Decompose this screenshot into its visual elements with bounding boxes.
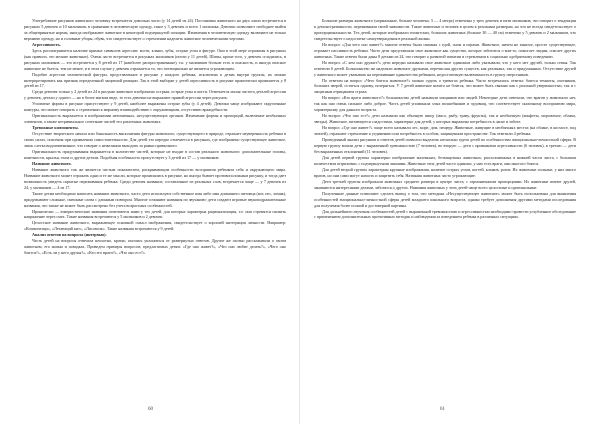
section-heading: Анализ ответов на вопросы (интервью). bbox=[32, 232, 107, 238]
paragraph: Для детей первой группы характерно изображение маленьких, беззащитных животных, расположенных в нижней части листа, с большим количеством штриховки, с подчеркнутыми линиями. Животные этих детей часто одиноки, у них есть враги, они многого боятся. bbox=[314, 154, 576, 166]
right-page bbox=[300, 0, 600, 424]
paragraph: Среди девочек только у 2 детей из 24 в рисунке животное изображено острым, острые углы и когти. Отмечается малая частота деталей агрессии у девочек, детали у одного — но в более мягком виде, то есть девочки не выражают прямой агрессии через рисунок. bbox=[24, 89, 286, 101]
paragraph: По ответам на вопрос «Чего боится животное?» можно судить о тревогах ребенка. Часто встречались ответы: боится темноты, охотников, больших зверей, остаться одному, потеряться. У 7 детей животное ничего не боится, что может быть связано как с реальной уверенностью, так и с защитным отрицанием страха. bbox=[314, 77, 576, 95]
paragraph: Оригинальность придумывания выражается в количестве частей, которые не входят в состав реального животного: дополнительные головы, конечности, крылья, глаза и другие детали. Подобная особенность присутствует у 3 детей из 17 — у мальчиков. bbox=[24, 148, 286, 160]
paragraph: Название животного так же является частым показателем, раскрывающим особенности восприятия ребенком себя и окружающего мира. Название животного может отражать одни и те же мысли, которые проявлялись в рисунке, но иногда бывает противоположным рисунку, и тогда дает возможность увидеть скрытые переживания ребенка. Среди девочек название, составленное из реальных слов, встречается чаще — у 7 девочек из 24, у мальчиков — 4 из 17. bbox=[24, 166, 286, 190]
paragraph: Здесь рассматривается наличие прямых символов агрессии: когти, клыки, зубы, острые углы в фигуре. Они в этой мере отражены в рисунках (как правило, это мелкие животные). Очень часто встречается в рисунках мальчиков (почти у 11 детей). Шипы, кроме того, у девочек сгладились, в рисунках мальчиков — это встречается у 8 детей из 17 (наиболее распространенные), т.к. у мальчиков больше есть и опасность, и иногда опасное животное не бьется, тем не менее, и в этом случае у девочек отражается то, что потенциально не является угрожающим. bbox=[24, 47, 286, 71]
page-number: 60 bbox=[148, 407, 153, 412]
section-heading: Тревожные компоненты. bbox=[32, 125, 79, 131]
paragraph: Целостное название животного, выражающее основной смысл изображения, свидетельствует о хорошей интеграции личности. Например: «Кошкоптица», «Летающий кит», «Лисоволк». Такие названия встречаются у 9 детей. bbox=[24, 220, 286, 232]
paragraph: Подобие агрессии человеческой фигуры, представленное в рисунке у каждого ребенка, исключена к детям внутри группы, их можно интерпретировать как признак определенной защитной реакции. Так в этой выборке у детей агрессивность в рисунке практически проявляется у 8 детей из 17. bbox=[24, 71, 286, 89]
paragraph: На вопрос «Для чего оно живет?» многие ответы были связаны с едой, сном и играми. Животное, ничем не занятое, просто существующее, отражает пассивность ребенка. Часто дети представляли свое животное как существо, которое заботится о ком-то, помогает людям, спасает других животных. Такие ответы были даны 8 детьми из 24, что говорит о развитой эмпатии и стремлении к социально одобряемому поведению. bbox=[314, 41, 576, 59]
paragraph: Часть детей на вопросы отвечала неохотно, кратко, пытаясь уклониться от развернутых ответов. Другие же охотно рассказывали о своем животном, его жизни и повадках. Приведем примеры вопросов, предлагаемых детям: «Где оно живет?», «Что оно любит делать?», «Чего оно боится?», «Есть ли у него друзья?», «Кто его враги?», «Что оно ест?». bbox=[24, 238, 286, 256]
paragraph: На вопрос «Что оно ест?» дети называли как обычную пищу (мясо, рыбу, траву, фрукты), так и необычную (конфеты, мороженое, облака, звезды). Животное, питающееся сладостями, характерно для детей, у которых выражена потребность в ласке и заботе. bbox=[314, 113, 576, 125]
paragraph: Проведенный анализ рисунков и ответов детей позволил выделить несколько групп детей по особенностям эмоционально-личностной сферы. В первую группу вошли дети с выраженной тревожностью (7 человек), во вторую — дети с признаками агрессивности (6 человек), в третью — дети без выраженных отклонений (11 человек). bbox=[314, 137, 576, 154]
right-page-text bbox=[314, 18, 576, 402]
paragraph: Для дальнейшего изучения особенностей детей с выраженной тревожностью и агрессивностью необходимо провести углубленное обследование с применением дополнительных проективных методик и наблюдения за поведением ребенка в различных ситуациях. bbox=[314, 208, 576, 220]
page-number: 61 bbox=[440, 407, 445, 412]
paragraph: Большие размеры животного (нормальные, больше человека, 3 — 4 метра) отмечены у трех девочек и пяти мальчиков, что говорит о тенденции к демонстративности, переживании своей значимости. Такие животные и человек в целом к реальным размерам, но что не всегда свидетельствует о пропорциональности. Тех детей, которые изображали гигантских, больших животных (больше 30 — 40 см) отмечено у 5 девочек и 2 мальчиков, что свидетельствует о недостатке самоутверждения в реальной жизни. bbox=[314, 18, 576, 41]
section-heading: Название животного. bbox=[32, 160, 72, 166]
paragraph: Иронически — юмористические названия отмечаются нами у тех детей, для которых характерна рационализация, т.е. они стремятся снизить напряжение через смех. Такие названия встречаются у 5 мальчиков и 2 девочек. bbox=[24, 208, 286, 220]
paragraph: На вопрос «С кем оно дружит?» дети нередко называли свое животное одиноким либо указывали, что у него нет друзей, только семья. Так ответили 6 детей. Большинство же наделяли животное друзьями, перечисляя других существ, как реальных, так и придуманных. Отсутствие друзей у животного может указывать на переживание одиночества ребенком, недостаточную включенность в группу сверстников. bbox=[314, 59, 576, 77]
paragraph: На вопрос «Где оно живет?» чаще всего называли лес, море, дом, пещеру. Животные, живущие в необычных местах (на облаке, в космосе, под землей), отражают стремление к уединению или потребность в особом, защищенном пространстве. Так ответили 4 ребенка. bbox=[314, 125, 576, 137]
paragraph: Отсутствие творческого начала или банальность выполнения фигуры животного, существующего в природе, отражает неуверенность ребенка в своих силах, опасения при проявлении самостоятельности. Для детей это нередко отмечается в рисунках, где изображено существующее животное, лишь слегка видоизмененное, что говорит о нежелании выходить за рамки привычного. bbox=[24, 131, 286, 149]
section-heading: Агрессивность. bbox=[32, 41, 61, 47]
paragraph: Оригинальность выражается в изображении нетипичных, несуществующих органов. Изменение формы и пропорций, включение необычных элементов, а также нетривиальное сочетание частей тел различных животных. bbox=[24, 113, 286, 125]
paragraph: Угловатые формы в рисунке присутствуют у 9 детей, наиболее выражены острые зубы (у 4 детей). Девочки чаще изображают скругленные контуры, что может говорить о стремлении к мирному взаимодействию с окружающими, отсутствию враждебности. bbox=[24, 101, 286, 113]
left-page-text bbox=[24, 18, 286, 402]
paragraph: Также детям необходимо написать название животного, часто дети используют собственное имя либо имя домашнего питомца (кот, пес, хомяк), придумывают сложные, смешные слова с длинным повтором. Многие сочиняют названия по звучанию: дети создают игровые звукоподражательные названия, что также не может быть рассмотрено без учета возрастных особенностей. bbox=[24, 190, 286, 208]
paragraph: Полученные данные позволяют сделать вывод о том, что методика «Несуществующее животное» может быть использована для выявления особенностей эмоционально-личностной сферы детей младшего школьного возраста, однако требует дополнения другими методами исследования для получения более полной и достоверной картины. bbox=[314, 190, 576, 208]
paragraph: Дети третьей группы изображали животных среднего размера в центре листа, с гармоничными пропорциями. Их животные имеют друзей, занимаются интересными делами, заботятся о других. Названия животных у этих детей чаще всего целостные и оригинальные. bbox=[314, 178, 576, 190]
paragraph: Употребление рисунков животного человеку встречается довольно часто (у 14 детей из 24). Постановка животного на двух лапах встречается в рисунках 5 девочек и 10 мальчиков, в сравнении в человеческую одежду, такое у 3 девочек и всего 1 мальчика. Девочки позволяют свободнее выйти за общепринятые нормы, иногда изображают животное в некоторой подчеркнутой позиции. Изменения в человеческую одежду включают не только верхнюю одежду, но и головные уборы, обувь, что свидетельствует о стремлении наделить животное человеческими чертами. bbox=[24, 18, 286, 41]
paragraph: На вопрос «Кто враги животного?» большинство детей называли хищников или людей. Некоторые дети отвечали, что врагов у животного нет, так как оно очень сильное либо доброе. Часть детей упоминала злых волшебников и чудовищ, что соответствует сказочному восприятию мира, характерному для данного возраста. bbox=[314, 95, 576, 113]
paragraph: Для детей второй группы характерны крупные изображения, наличие острых углов, когтей, клыков, рогов. Их животные сильные, у них много врагов, но они сами могут напасть и защитить себя. Названия животных часто угрожающие. bbox=[314, 166, 576, 178]
